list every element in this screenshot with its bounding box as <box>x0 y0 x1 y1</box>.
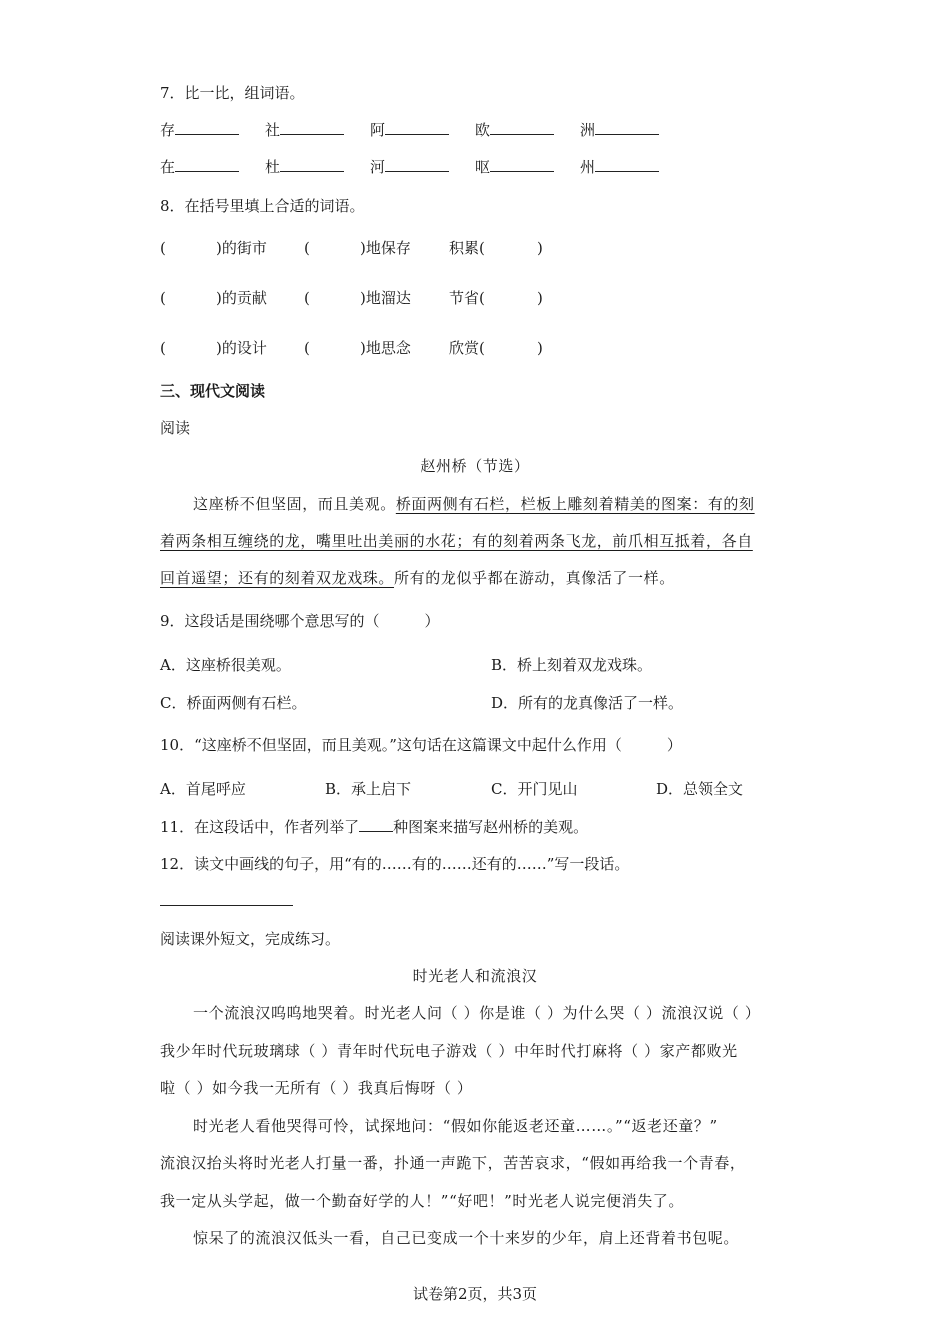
q7-char: 呕 <box>475 158 491 176</box>
q11-before: 11．在这段话中，作者列举了 <box>160 818 360 836</box>
passage-line: 我少年时代玩玻璃球（ ）青年时代玩电子游戏（ ）中年时代打麻将（ ）家产都败光 <box>160 1042 738 1060</box>
q8-row <box>160 287 543 308</box>
q7-char: 杜 <box>265 158 281 176</box>
underlined-text: 着两条相互缠绕的龙，嘴里吐出美丽的水花；有的刻着两条飞龙，前爪相互抵着，各自 <box>160 532 753 550</box>
close-paren: ) <box>537 339 543 357</box>
underlined-text: 回首遥望；还有的刻着双龙戏珠。 <box>160 569 395 587</box>
open-paren[interactable]: ( <box>304 289 310 307</box>
q7-row2 <box>160 156 685 177</box>
answer-blank[interactable] <box>175 119 239 135</box>
q9-option-c[interactable]: C．桥面两侧有石栏。 <box>160 694 307 712</box>
q8-phrase[interactable]: 积累( <box>449 239 485 257</box>
q7-char: 存 <box>160 121 176 139</box>
q8-title: 8．在括号里填上合适的词语。 <box>160 197 365 215</box>
passage-line: 流浪汉抬头将时光老人打量一番，扑通一声跪下，苦苦哀求，“假如再给我一个青春， <box>160 1154 746 1172</box>
q12-title: 12．读文中画线的句子，用“有的……有的……还有的……”写一段话。 <box>160 855 630 873</box>
q8-phrase[interactable]: 节省( <box>449 289 485 307</box>
q8-row <box>160 237 543 258</box>
plain-text: 所有的龙似乎都在游动，真像活了一样。 <box>394 569 675 587</box>
passage-line: 时光老人看他哭得可怜，试探地问：“假如你能返老还童……。”“返老还童？” <box>193 1117 718 1135</box>
passage-line <box>193 493 755 514</box>
q9-title: 9．这段话是围绕哪个意思写的（ ） <box>160 612 440 630</box>
q9-option-d[interactable]: D．所有的龙真像活了一样。 <box>491 694 684 712</box>
answer-line[interactable] <box>160 905 293 906</box>
plain-text: 这座桥不但坚固，而且美观。 <box>193 495 396 513</box>
answer-blank[interactable] <box>385 119 449 135</box>
passage-line: 啦（ ）如今我一无所有（ ）我真后悔呀（ ） <box>160 1079 473 1097</box>
q7-char: 州 <box>580 158 596 176</box>
q10-option-c[interactable]: C．开门见山 <box>491 780 578 798</box>
q9-option-b[interactable]: B．桥上刻着双龙戏珠。 <box>491 656 653 674</box>
passage-line <box>160 567 675 588</box>
q10-title: 10．“这座桥不但坚固，而且美观。”这句话在这篇课文中起什么作用（ ） <box>160 736 682 754</box>
passage-title: 赵州桥（节选） <box>420 457 530 475</box>
q10-option-b[interactable]: B．承上启下 <box>325 780 412 798</box>
answer-blank[interactable] <box>595 156 659 172</box>
q7-char: 社 <box>265 121 281 139</box>
open-paren[interactable]: ( <box>160 239 166 257</box>
q7-title: 7．比一比，组词语。 <box>160 84 305 102</box>
extra-title: 时光老人和流浪汉 <box>412 967 538 985</box>
answer-blank[interactable] <box>280 119 344 135</box>
q11-after: 种图案来描写赵州桥的美观。 <box>393 818 589 836</box>
answer-blank[interactable] <box>385 156 449 172</box>
q9-option-a[interactable]: A．这座桥很美观。 <box>160 656 291 674</box>
answer-blank[interactable] <box>175 156 239 172</box>
q10-option-d[interactable]: D．总领全文 <box>656 780 744 798</box>
answer-blank[interactable] <box>595 119 659 135</box>
section-heading: 三、现代文阅读 <box>160 382 266 400</box>
answer-blank[interactable] <box>490 156 554 172</box>
q7-row1 <box>160 119 685 140</box>
q8-phrase: )地思念 <box>360 339 411 357</box>
q7-char: 欧 <box>475 121 491 139</box>
open-paren[interactable]: ( <box>160 289 166 307</box>
open-paren[interactable]: ( <box>304 339 310 357</box>
q7-char: 河 <box>370 158 386 176</box>
page-footer: 试卷第2页，共3页 <box>412 1285 538 1303</box>
open-paren[interactable]: ( <box>160 339 166 357</box>
extra-intro: 阅读课外短文，完成练习。 <box>160 930 341 948</box>
answer-blank[interactable] <box>490 119 554 135</box>
q10-option-a[interactable]: A．首尾呼应 <box>160 780 246 798</box>
q8-phrase: )的设计 <box>216 339 267 357</box>
q8-row <box>160 337 543 358</box>
q7-char: 阿 <box>370 121 386 139</box>
q8-phrase: )的街市 <box>216 239 267 257</box>
open-paren[interactable]: ( <box>304 239 310 257</box>
answer-blank[interactable] <box>280 156 344 172</box>
close-paren: ) <box>537 239 543 257</box>
passage-line: 一个流浪汉呜呜地哭着。时光老人问（ ）你是谁（ ）为什么哭（ ）流浪汉说（ ） <box>193 1004 761 1022</box>
q8-phrase: )的贡献 <box>216 289 267 307</box>
q8-phrase: )地保存 <box>360 239 411 257</box>
answer-blank[interactable] <box>359 816 393 832</box>
passage-line: 惊呆了的流浪汉低头一看，自己已变成一个十来岁的少年，肩上还背着书包呢。 <box>193 1229 740 1247</box>
close-paren: ) <box>537 289 543 307</box>
passage-line: 我一定从头学起，做一个勤奋好学的人！”“好吧！”时光老人说完便消失了。 <box>160 1192 685 1210</box>
q7-char: 洲 <box>580 121 596 139</box>
underlined-text: 桥面两侧有石栏，栏板上雕刻着精美的图案：有的刻 <box>395 495 755 513</box>
read-label: 阅读 <box>160 419 191 437</box>
q11 <box>160 816 588 837</box>
q7-char: 在 <box>160 158 176 176</box>
q8-phrase: )地溜达 <box>360 289 411 307</box>
q8-phrase[interactable]: 欣赏( <box>449 339 485 357</box>
